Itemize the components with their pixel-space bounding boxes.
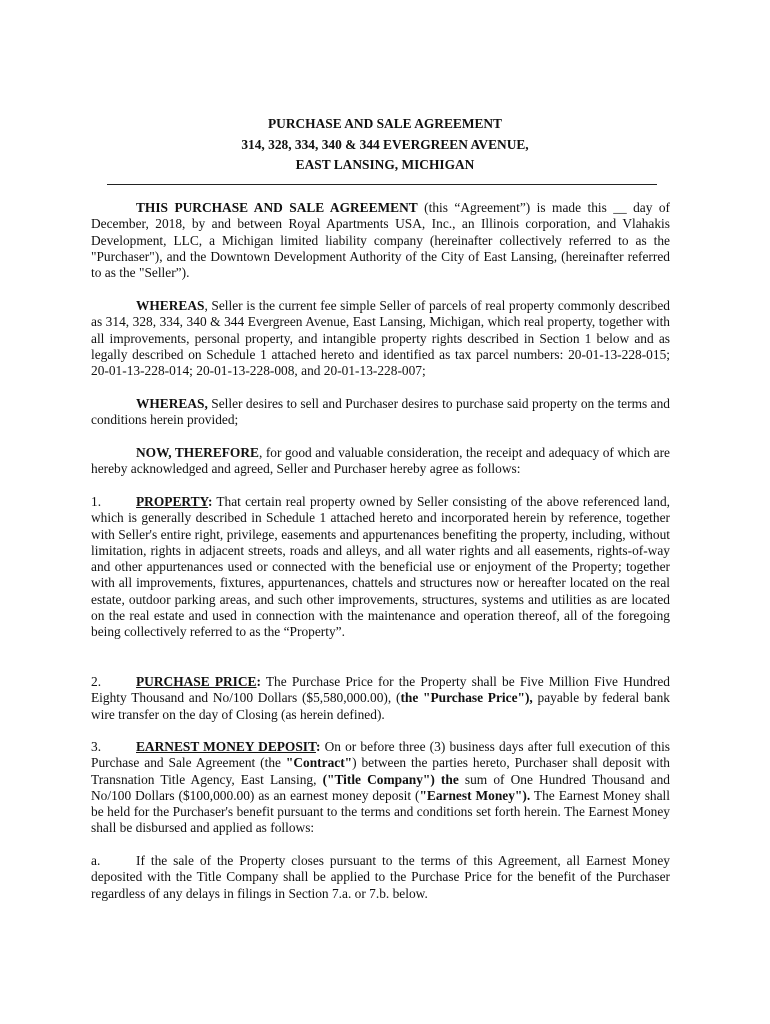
intro-paragraph [91,200,670,281]
subsection-a-text: If the sale of the Property closes pursuant to the terms of this Agreement, all Earnest Money deposited with the Title Company shall be applied to the Purchase Price for the benefit of the Purchaser regardless of any delays in filings in Section 7.a. or 7.b. below. [91,853,670,901]
title-line-2: 314, 328, 334, 340 & 344 EVERGREEN AVENUE, [241,136,529,152]
whereas2-text: Seller desires to sell and Purchaser desires to purchase said property on the terms and conditions herein provided; [91,396,670,428]
section-3-bold-a: "Contract" [285,755,353,771]
section-2-text-a: The Purchase Price for the Property shall be Five Million Five Hundred Eighty Thousand and No/100 Dollars ($5,580,000.00), ( [91,674,670,706]
document-title [0,114,770,176]
section-3-text-c: sum of One Hundred Thousand and No/100 Dollars ($100,000.00) as an earnest money deposit ( [91,771,670,803]
section-3-text-b: ) between the parties hereto, Purchaser shall deposit with Transnation Title Agency, East Lansing, [91,755,670,787]
whereas2-lead: WHEREAS, [136,396,208,411]
whereas1-text: , Seller is the current fee simple Seller of parcels of real property commonly described as 314, 328, 334, 340 & 344 Evergreen Avenue, East Lansing, Michigan, which real property, together with all improvements, personal property, and intangible property rights described in Section 1 below and as legally described on Schedule 1 attached hereto and identified as tax parcel numbers: 20-01-13-228-015; 20-01-13-228-014; 20-01-13-228-008, and 20-01-13-228-007; [91,298,670,379]
section-3-text-d: The Earnest Money shall be held for the Purchaser's benefit pursuant to the terms and conditions set forth herein. The Earnest Money shall be disbursed and applied as follows: [91,787,670,836]
section-3-number: 3. [91,739,102,754]
section-2-purchase-price [91,674,670,723]
subsection-a-label: a. [91,853,101,868]
whereas-paragraph-1 [91,298,670,379]
intro-text: (this “Agreement”) is made this __ day of December, 2018, by and between Royal Apartments USA, Inc., an Illinois corporation, and Vlahakis Development, LLC, a Michigan limited liability company (hereinafter collectively referred to as the "Purchaser"), and the Downtown Development Authority of the City of East Lansing, (hereinafter referred to as the "Seller”). [91,200,671,281]
whereas-paragraph-2 [91,396,670,429]
section-2-number: 2. [91,674,102,689]
section-2-text-b: payable by federal bank wire transfer on the day of Closing (as herein defined). [91,690,670,722]
section-2-heading: PURCHASE PRICE [136,674,257,689]
now-therefore-paragraph [91,445,670,478]
now-therefore-text: , for good and valuable consideration, the receipt and adequacy of which are hereby acknowledged and agreed, Seller and Purchaser hereby agree as follows: [91,445,670,477]
section-1-number: 1. [91,494,102,509]
section-1-property [91,494,670,641]
title-line-1: PURCHASE AND SALE AGREEMENT [267,116,502,131]
section-3-bold-b: ("Title Company") the [322,771,459,787]
title-line-3: EAST LANSING, MICHIGAN [295,157,475,172]
now-therefore-lead: NOW, THEREFORE [136,445,259,460]
section-1-text: That certain real property owned by Seller consisting of the above referenced land, which is generally described in Schedule 1 attached hereto and incorporated herein by reference, together with Seller's entire right, privilege, easements and appurtenances benefiting the property, including, without limitation, rights in adjacent streets, roads and alleys, and all water rights and all easements, rights-of-way and other appurtenances used or connected with the beneficial use or enjoyment of the Property; together with all improvements, fixtures, appurtenances, chattels and structures now or hereafter located on the real estate, outdoor parking areas, and such other improvements, structures, systems and utilities as are located on the real estate and used in connection with the maintenance and operation thereof, all of the foregoing being collectively referred to as the “Property”. [91,494,670,640]
title-divider [107,184,657,185]
section-3-text-a: On or before three (3) business days after full execution of this Purchase and Sale Agreement (the [91,739,670,771]
section-3-heading: EARNEST MONEY DEPOSIT [136,739,316,754]
section-1-colon: : [207,494,213,509]
subsection-a [91,853,670,902]
section-3-bold-c: "Earnest Money"). [419,787,531,803]
section-3-colon: : [315,739,321,754]
intro-lead: THIS PURCHASE AND SALE AGREEMENT [136,200,418,215]
whereas1-lead: WHEREAS [136,298,205,313]
section-2-colon: : [256,674,261,689]
section-1-heading: PROPERTY [136,494,208,509]
section-2-bold-a: the "Purchase Price"), [400,690,533,706]
section-3-earnest-money [91,739,670,837]
